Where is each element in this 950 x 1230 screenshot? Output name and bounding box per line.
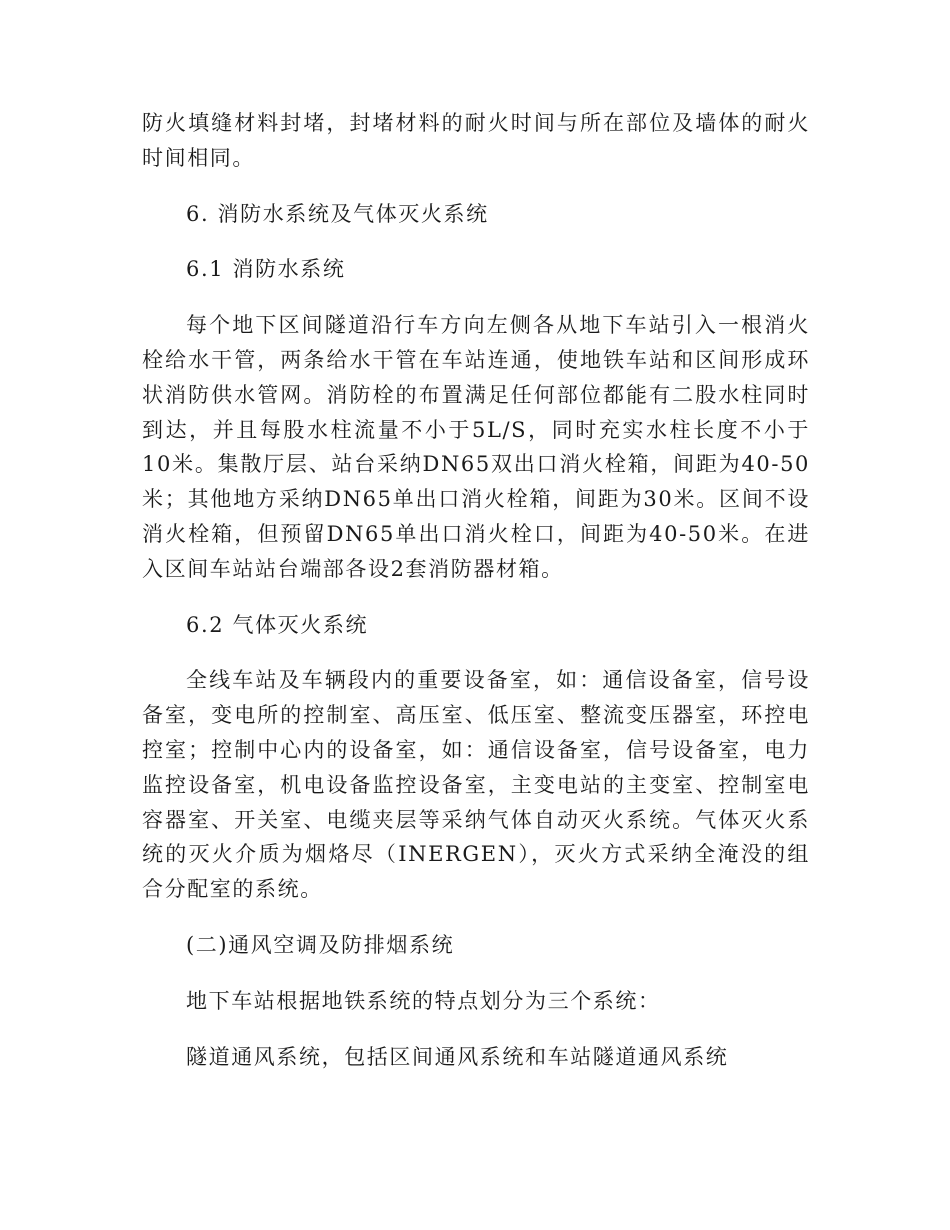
- section-heading-6: 6. 消防水系统及气体灭火系统: [186, 201, 489, 226]
- paragraph-gas-extinguishing-system: 全线车站及车辆段内的重要设备室，如：通信设备室，信号设备室，变电所的控制室、高压室、低压室、整流变压器室，环控电控室；控制中心内的设备室，如：通信设备室，信号设备室，电力监控设备室，机电设备监控设备室，主变电站的主变室、控制室电容器室、开关室、电缆夹层等采纳气体自动灭火系统。气体灭火系统的灭火介质为烟烙尽（INERGEN），灭火方式采纳全淹没的组合分配室的系统。: [142, 668, 810, 902]
- paragraph-ventilation-intro: 地下车站根据地铁系统的特点划分为三个系统：: [186, 988, 661, 1013]
- paragraph-tunnel-ventilation: 隧道通风系统，包括区间通风系统和车站隧道通风系统: [186, 1044, 729, 1069]
- section-heading-6-2: 6.2 气体灭火系统: [186, 612, 369, 637]
- section-heading-ventilation: (二)通风空调及防排烟系统: [186, 932, 455, 957]
- paragraph-fire-water-system: 每个地下区间隧道沿行车方向左侧各从地下车站引入一根消火栓给水干管，两条给水干管在车站连通，使地铁车站和区间形成环状消防供水管网。消防栓的布置满足任何部位都能有二股水柱同时到达，并且每股水柱流量不小于5L/S，同时充实水柱长度不小于10米。集散厅层、站台采纳DN65双出口消火栓箱，间距为40-50米；其他地方采纳DN65单出口消火栓箱，间距为30米。区间不设消火栓箱，但预留DN65单出口消火栓口，间距为40-50米。在进入区间车站站台端部各设2套消防器材箱。: [142, 313, 810, 581]
- paragraph-continuation: 防火填缝材料封堵，封堵材料的耐火时间与所在部位及墙体的耐火时间相同。: [142, 111, 810, 170]
- section-heading-6-1: 6.1 消防水系统: [186, 257, 346, 282]
